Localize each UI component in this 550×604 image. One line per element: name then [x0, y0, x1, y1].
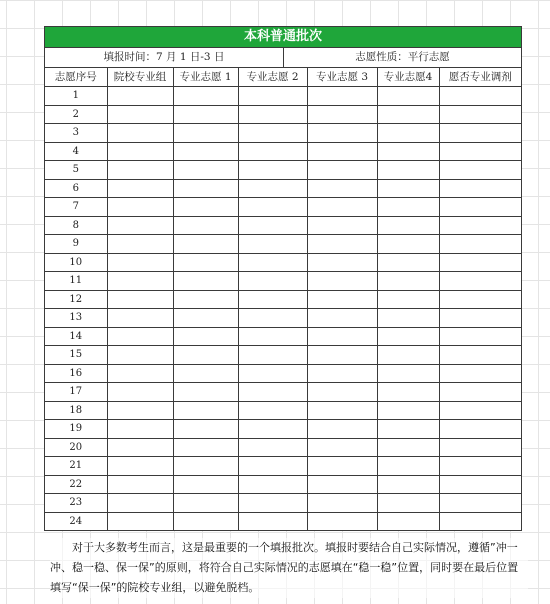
major-1-cell[interactable] — [173, 253, 238, 272]
major-2-cell[interactable] — [238, 142, 307, 161]
form-info-row — [45, 48, 521, 68]
major-2-cell[interactable] — [238, 438, 307, 457]
table-row — [45, 142, 521, 161]
major-1-cell[interactable] — [173, 290, 238, 309]
table-row — [45, 457, 521, 476]
school-group-cell[interactable] — [107, 327, 173, 346]
row-number: 12 — [45, 290, 107, 309]
major-4-cell[interactable] — [377, 475, 439, 494]
row-number: 6 — [45, 179, 107, 198]
major-4-cell[interactable] — [377, 179, 439, 198]
major-1-cell[interactable] — [173, 179, 238, 198]
row-number: 1 — [45, 87, 107, 106]
school-group-cell[interactable] — [107, 235, 173, 254]
adjust-cell[interactable] — [439, 235, 521, 254]
major-4-cell[interactable] — [377, 87, 439, 106]
header-major-3: 专业志愿 3 — [307, 68, 377, 87]
form-title: 本科普通批次 — [45, 27, 521, 48]
volunteer-type: 志愿性质：平行志愿 — [355, 51, 450, 63]
table-row — [45, 179, 521, 198]
school-group-cell[interactable] — [107, 198, 173, 217]
major-1-cell[interactable] — [173, 364, 238, 383]
school-group-cell[interactable] — [107, 309, 173, 328]
row-number: 22 — [45, 475, 107, 494]
major-1-cell[interactable] — [173, 383, 238, 402]
table-row — [45, 272, 521, 291]
school-group-cell[interactable] — [107, 216, 173, 235]
table-row — [45, 309, 521, 328]
major-4-cell[interactable] — [377, 327, 439, 346]
header-major-2: 专业志愿 2 — [238, 68, 307, 87]
table-row — [45, 420, 521, 439]
school-group-cell[interactable] — [107, 179, 173, 198]
table-row — [45, 124, 521, 143]
major-1-cell[interactable] — [173, 235, 238, 254]
major-1-cell[interactable] — [173, 105, 238, 124]
major-3-cell[interactable] — [307, 179, 377, 198]
major-3-cell[interactable] — [307, 87, 377, 106]
row-number: 19 — [45, 420, 107, 439]
major-3-cell[interactable] — [307, 216, 377, 235]
fill-time: 填报时间：7 月 1 日-3 日 — [45, 48, 284, 67]
major-4-cell[interactable] — [377, 457, 439, 476]
adjust-cell[interactable] — [439, 512, 521, 530]
table-row — [45, 216, 521, 235]
volunteer-table — [45, 68, 521, 530]
major-2-cell[interactable] — [238, 253, 307, 272]
major-4-cell[interactable] — [377, 438, 439, 457]
table-row — [45, 494, 521, 513]
adjust-cell[interactable] — [439, 272, 521, 291]
school-group-cell[interactable] — [107, 364, 173, 383]
row-number: 10 — [45, 253, 107, 272]
school-group-cell[interactable] — [107, 475, 173, 494]
adjust-cell[interactable] — [439, 216, 521, 235]
major-3-cell[interactable] — [307, 364, 377, 383]
major-4-cell[interactable] — [377, 309, 439, 328]
row-number: 8 — [45, 216, 107, 235]
adjust-cell[interactable] — [439, 309, 521, 328]
adjust-cell[interactable] — [439, 161, 521, 180]
table-row — [45, 253, 521, 272]
major-1-cell[interactable] — [173, 161, 238, 180]
adjust-cell[interactable] — [439, 179, 521, 198]
adjust-cell[interactable] — [439, 346, 521, 365]
major-2-cell[interactable] — [238, 105, 307, 124]
table-row — [45, 401, 521, 420]
major-3-cell[interactable] — [307, 346, 377, 365]
row-number: 11 — [45, 272, 107, 291]
major-1-cell[interactable] — [173, 272, 238, 291]
adjust-cell[interactable] — [439, 383, 521, 402]
table-row — [45, 438, 521, 457]
major-3-cell[interactable] — [307, 327, 377, 346]
major-1-cell[interactable] — [173, 216, 238, 235]
school-group-cell[interactable] — [107, 272, 173, 291]
major-2-cell[interactable] — [238, 124, 307, 143]
major-2-cell[interactable] — [238, 512, 307, 530]
major-4-cell[interactable] — [377, 124, 439, 143]
row-number: 5 — [45, 161, 107, 180]
volunteer-form — [44, 26, 522, 531]
major-2-cell[interactable] — [238, 290, 307, 309]
major-4-cell[interactable] — [377, 216, 439, 235]
row-number: 17 — [45, 383, 107, 402]
school-group-cell[interactable] — [107, 346, 173, 365]
major-3-cell[interactable] — [307, 438, 377, 457]
major-3-cell[interactable] — [307, 235, 377, 254]
major-1-cell[interactable] — [173, 327, 238, 346]
row-number: 14 — [45, 327, 107, 346]
school-group-cell[interactable] — [107, 401, 173, 420]
major-1-cell[interactable] — [173, 401, 238, 420]
row-number: 9 — [45, 235, 107, 254]
major-1-cell[interactable] — [173, 494, 238, 513]
major-2-cell[interactable] — [238, 198, 307, 217]
adjust-cell[interactable] — [439, 401, 521, 420]
major-3-cell[interactable] — [307, 124, 377, 143]
major-2-cell[interactable] — [238, 272, 307, 291]
adjust-cell[interactable] — [439, 124, 521, 143]
school-group-cell[interactable] — [107, 253, 173, 272]
major-1-cell[interactable] — [173, 420, 238, 439]
header-adjust: 愿否专业调剂 — [439, 68, 521, 87]
school-group-cell[interactable] — [107, 383, 173, 402]
adjust-cell[interactable] — [439, 290, 521, 309]
table-row — [45, 346, 521, 365]
major-2-cell[interactable] — [238, 457, 307, 476]
major-1-cell[interactable] — [173, 438, 238, 457]
major-3-cell[interactable] — [307, 142, 377, 161]
header-major-1: 专业志愿 1 — [173, 68, 238, 87]
row-number: 21 — [45, 457, 107, 476]
major-4-cell[interactable] — [377, 272, 439, 291]
major-2-cell[interactable] — [238, 235, 307, 254]
table-row — [45, 327, 521, 346]
row-number: 16 — [45, 364, 107, 383]
adjust-cell[interactable] — [439, 253, 521, 272]
adjust-cell[interactable] — [439, 438, 521, 457]
major-3-cell[interactable] — [307, 512, 377, 530]
school-group-cell[interactable] — [107, 161, 173, 180]
major-3-cell[interactable] — [307, 253, 377, 272]
major-2-cell[interactable] — [238, 420, 307, 439]
major-2-cell[interactable] — [238, 346, 307, 365]
adjust-cell[interactable] — [439, 105, 521, 124]
major-2-cell[interactable] — [238, 216, 307, 235]
adjust-cell[interactable] — [439, 420, 521, 439]
major-2-cell[interactable] — [238, 309, 307, 328]
major-3-cell[interactable] — [307, 309, 377, 328]
major-3-cell[interactable] — [307, 420, 377, 439]
major-3-cell[interactable] — [307, 457, 377, 476]
major-2-cell[interactable] — [238, 383, 307, 402]
major-1-cell[interactable] — [173, 87, 238, 106]
school-group-cell[interactable] — [107, 124, 173, 143]
major-4-cell[interactable] — [377, 161, 439, 180]
major-1-cell[interactable] — [173, 457, 238, 476]
major-4-cell[interactable] — [377, 142, 439, 161]
major-2-cell[interactable] — [238, 494, 307, 513]
major-1-cell[interactable] — [173, 512, 238, 530]
major-1-cell[interactable] — [173, 198, 238, 217]
row-number: 2 — [45, 105, 107, 124]
major-3-cell[interactable] — [307, 105, 377, 124]
major-3-cell[interactable] — [307, 290, 377, 309]
table-row — [45, 198, 521, 217]
major-3-cell[interactable] — [307, 401, 377, 420]
school-group-cell[interactable] — [107, 87, 173, 106]
header-major-4: 专业志愿4 — [377, 68, 439, 87]
major-1-cell[interactable] — [173, 475, 238, 494]
row-number: 4 — [45, 142, 107, 161]
school-group-cell[interactable] — [107, 457, 173, 476]
major-4-cell[interactable] — [377, 235, 439, 254]
table-row — [45, 161, 521, 180]
major-3-cell[interactable] — [307, 383, 377, 402]
table-row — [45, 383, 521, 402]
major-1-cell[interactable] — [173, 346, 238, 365]
major-2-cell[interactable] — [238, 475, 307, 494]
school-group-cell[interactable] — [107, 438, 173, 457]
major-4-cell[interactable] — [377, 290, 439, 309]
header-school-group: 院校专业组 — [107, 68, 173, 87]
major-4-cell[interactable] — [377, 364, 439, 383]
major-3-cell[interactable] — [307, 272, 377, 291]
major-4-cell[interactable] — [377, 346, 439, 365]
table-row — [45, 290, 521, 309]
row-number: 18 — [45, 401, 107, 420]
major-2-cell[interactable] — [238, 179, 307, 198]
table-row — [45, 364, 521, 383]
row-number: 20 — [45, 438, 107, 457]
major-1-cell[interactable] — [173, 309, 238, 328]
school-group-cell[interactable] — [107, 105, 173, 124]
school-group-cell[interactable] — [107, 420, 173, 439]
table-row — [45, 512, 521, 530]
major-4-cell[interactable] — [377, 105, 439, 124]
major-4-cell[interactable] — [377, 401, 439, 420]
school-group-cell[interactable] — [107, 290, 173, 309]
major-4-cell[interactable] — [377, 253, 439, 272]
major-3-cell[interactable] — [307, 475, 377, 494]
row-number: 23 — [45, 494, 107, 513]
major-3-cell[interactable] — [307, 161, 377, 180]
major-2-cell[interactable] — [238, 161, 307, 180]
note-paragraph: 对于大多数考生而言，这是最重要的一个填报批次。填报时要结合自己实际情况，遵循”冲一冲、稳一稳、保一保”的原则，将符合自己实际情况的志愿填在“稳一稳”位置，同时要在最后位置填写“保一保”的院校专业组，以避免脱档。 — [50, 538, 528, 598]
adjust-cell[interactable] — [439, 198, 521, 217]
row-number: 15 — [45, 346, 107, 365]
major-2-cell[interactable] — [238, 364, 307, 383]
major-1-cell[interactable] — [173, 124, 238, 143]
adjust-cell[interactable] — [439, 87, 521, 106]
major-3-cell[interactable] — [307, 494, 377, 513]
table-row — [45, 87, 521, 106]
school-group-cell[interactable] — [107, 142, 173, 161]
adjust-cell[interactable] — [439, 475, 521, 494]
school-group-cell[interactable] — [107, 494, 173, 513]
major-4-cell[interactable] — [377, 494, 439, 513]
row-number: 13 — [45, 309, 107, 328]
major-4-cell[interactable] — [377, 420, 439, 439]
table-row — [45, 475, 521, 494]
adjust-cell[interactable] — [439, 327, 521, 346]
major-2-cell[interactable] — [238, 401, 307, 420]
adjust-cell[interactable] — [439, 364, 521, 383]
major-4-cell[interactable] — [377, 383, 439, 402]
major-1-cell[interactable] — [173, 142, 238, 161]
row-number: 3 — [45, 124, 107, 143]
school-group-cell[interactable] — [107, 512, 173, 530]
major-4-cell[interactable] — [377, 512, 439, 530]
row-number: 7 — [45, 198, 107, 217]
row-number: 24 — [45, 512, 107, 530]
table-row — [45, 105, 521, 124]
major-4-cell[interactable] — [377, 198, 439, 217]
adjust-cell[interactable] — [439, 457, 521, 476]
table-row — [45, 235, 521, 254]
major-2-cell[interactable] — [238, 327, 307, 346]
major-3-cell[interactable] — [307, 198, 377, 217]
header-order: 志愿序号 — [45, 68, 107, 87]
adjust-cell[interactable] — [439, 142, 521, 161]
adjust-cell[interactable] — [439, 494, 521, 513]
major-2-cell[interactable] — [238, 87, 307, 106]
table-header-row — [45, 68, 521, 87]
